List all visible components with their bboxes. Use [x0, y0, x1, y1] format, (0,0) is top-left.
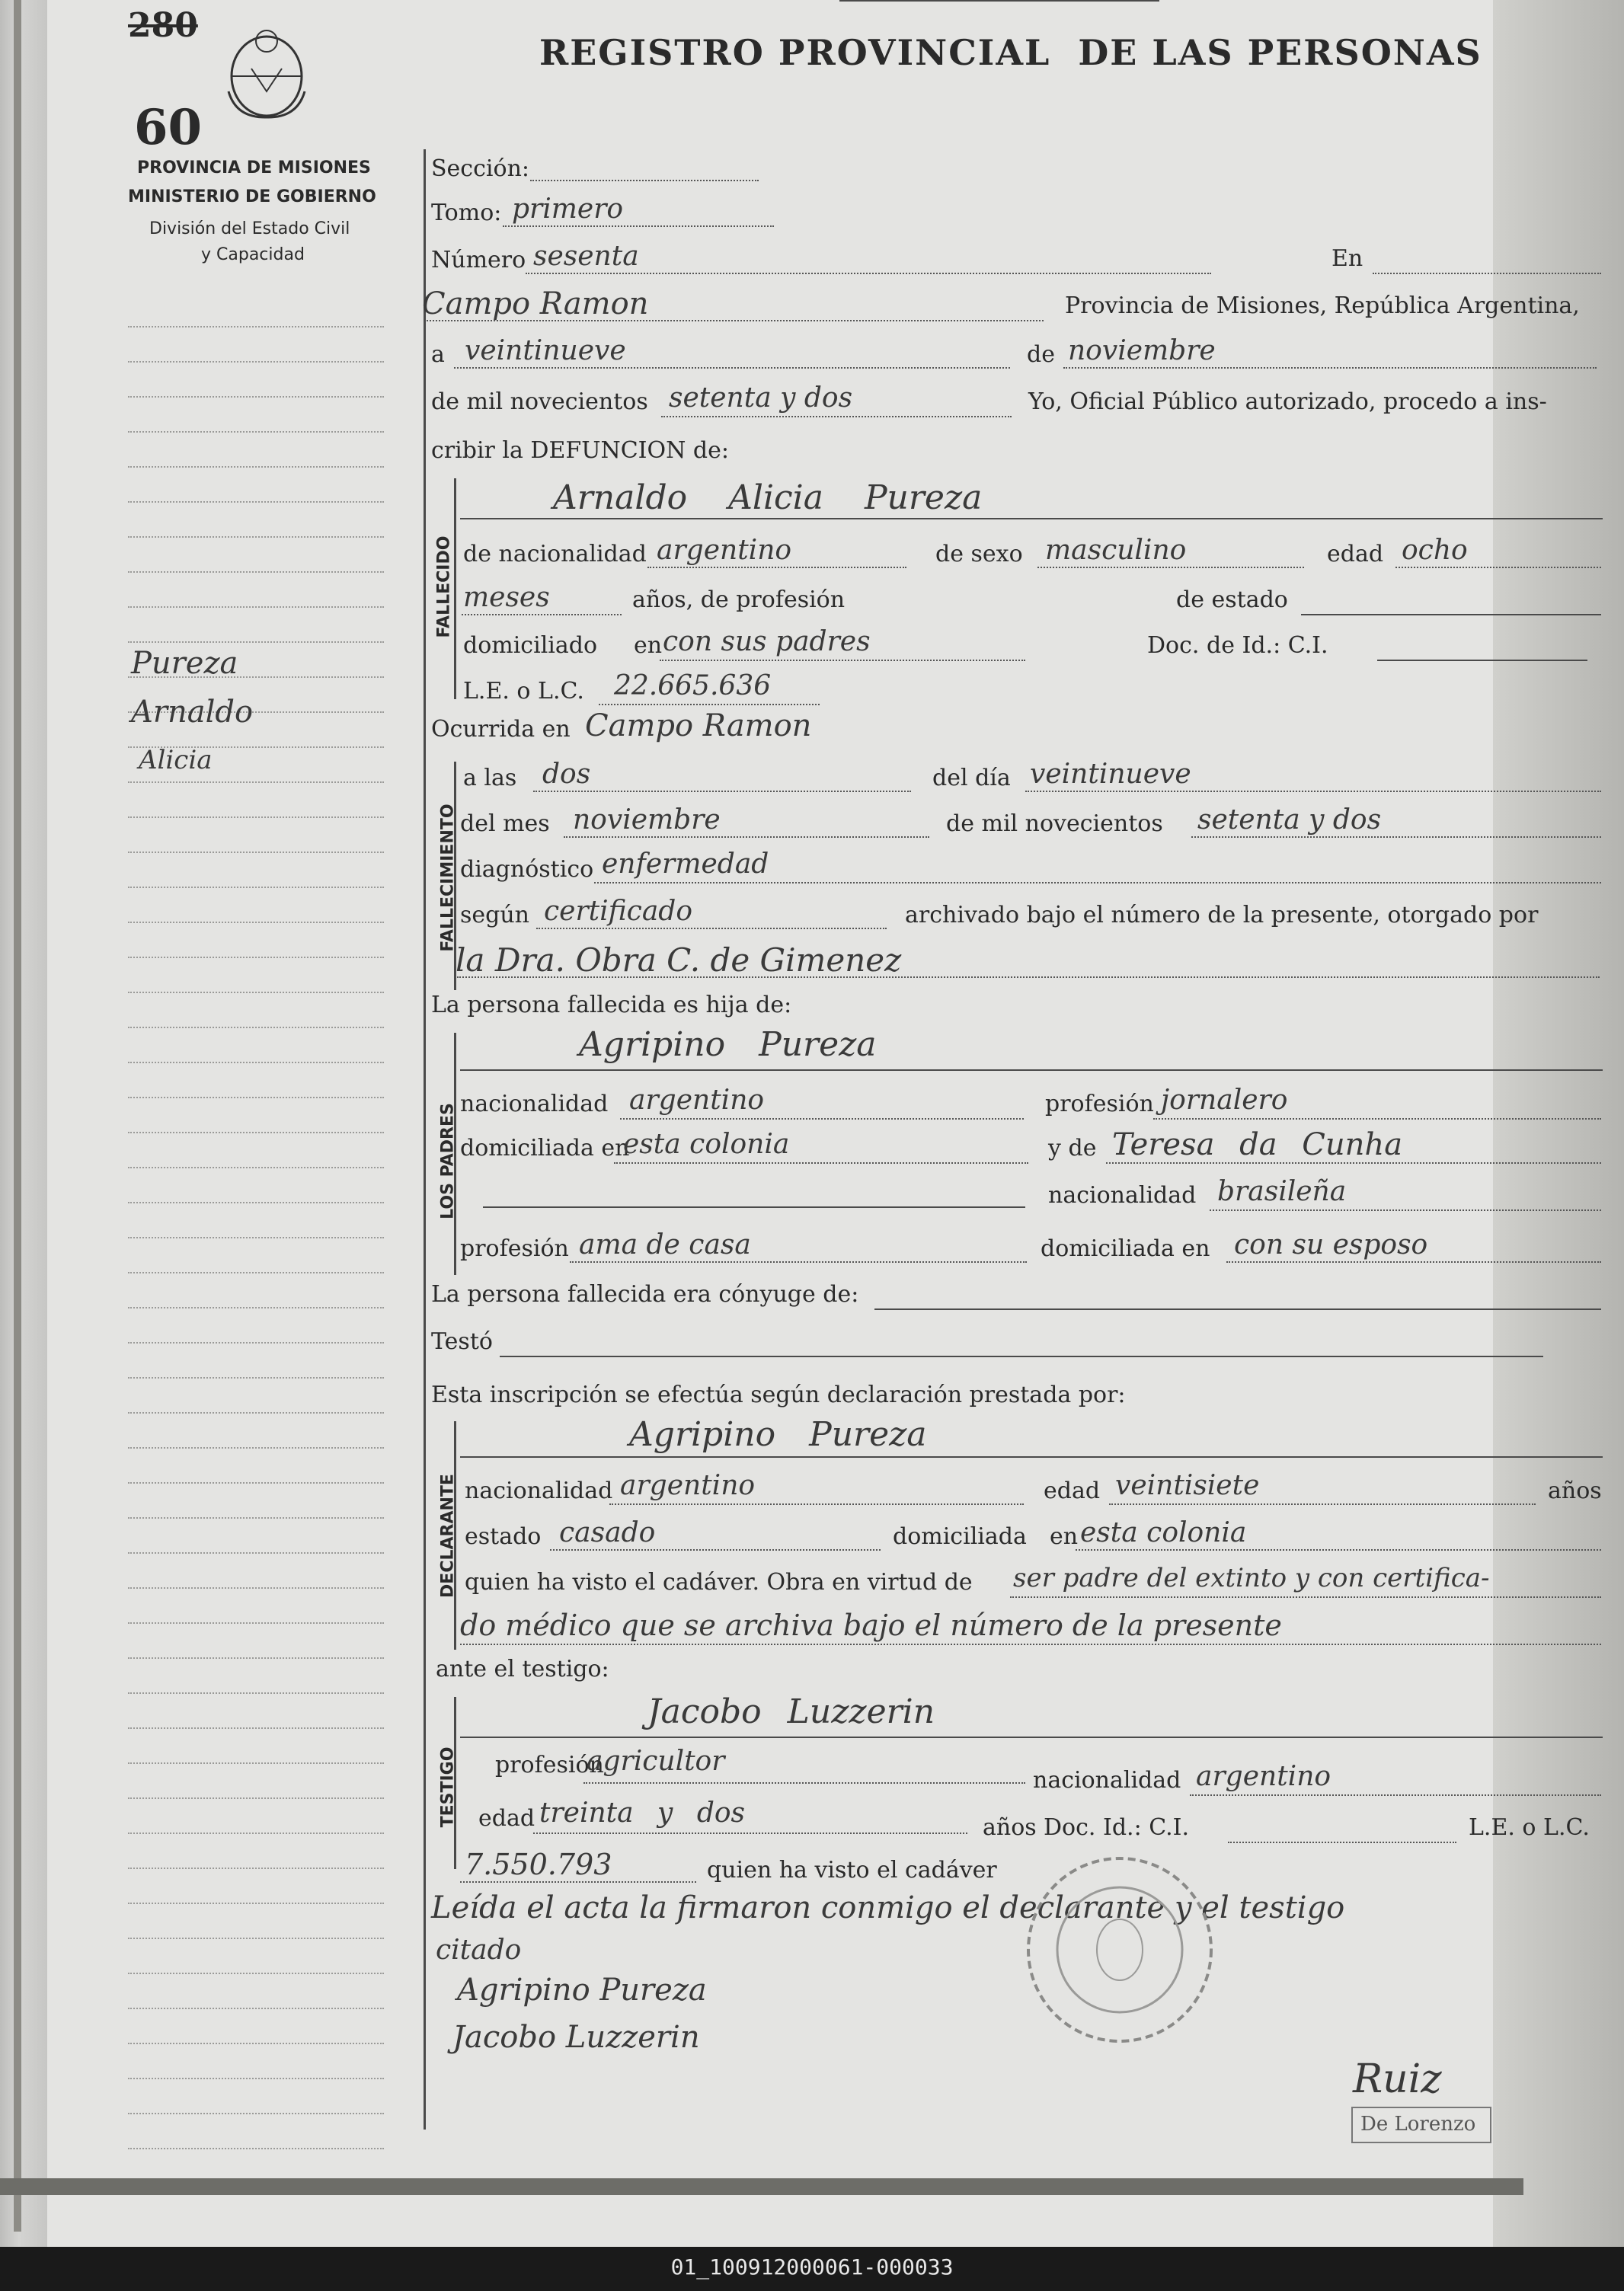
lugar-value: Campo Ramon — [422, 286, 649, 321]
padre-name-line — [460, 1069, 1603, 1071]
otorgado-value: la Dra. Obra C. de Gimenez — [456, 941, 902, 979]
fallecido-bracket — [454, 478, 456, 699]
madre-domicilio-field — [1226, 1261, 1601, 1263]
lugar-field — [427, 320, 1044, 321]
en-label: En — [1331, 245, 1363, 272]
padre-domicilio-field — [614, 1162, 1028, 1164]
testigo-edad-label: edad — [478, 1805, 535, 1832]
official-stamp — [1013, 1843, 1226, 2072]
declarante-nacionalidad-label: nacionalidad — [465, 1478, 613, 1504]
declarante-intro: Esta inscripción se efectúa según declaración prestada por: — [431, 1382, 1126, 1408]
testigo-doc-value: 7.550.793 — [465, 1848, 612, 1881]
madre-name: Teresa da Cunha — [1112, 1127, 1403, 1162]
nacionalidad-value: argentino — [657, 535, 792, 566]
testigo-profesion-field — [583, 1782, 1025, 1784]
testigo-nacionalidad-label: nacionalidad — [1033, 1767, 1181, 1794]
padre-domicilio-value: esta colonia — [623, 1129, 790, 1160]
meses-field — [462, 614, 622, 615]
tomo-label: Tomo: — [431, 200, 502, 226]
official-stamp-box — [1351, 2107, 1491, 2143]
nacionalidad-label: de nacionalidad — [463, 541, 647, 567]
institution-line-2: MINISTERIO DE GOBIERNO — [128, 187, 376, 206]
testigo-name: Jacobo Luzzerin — [647, 1692, 935, 1731]
edad-field — [1395, 567, 1601, 568]
diagnostico-label: diagnóstico — [460, 856, 594, 883]
madre-profesion-label: profesión — [460, 1235, 569, 1262]
sexo-label: de sexo — [935, 541, 1023, 567]
madre-nacionalidad-value: brasileña — [1217, 1176, 1347, 1207]
fallecido-name: Arnaldo Alicia Pureza — [553, 478, 983, 517]
numero-value: sesenta — [533, 241, 639, 272]
estado-label: de estado — [1176, 586, 1288, 613]
margin-second-name: Alicia — [139, 745, 213, 775]
madre-extra-line — [483, 1206, 1025, 1208]
anio-field — [661, 416, 1012, 417]
testigo-profesion-value: agricultor — [587, 1746, 725, 1777]
padre-profesion-label: profesión — [1045, 1091, 1154, 1117]
testigo-doc-label: Doc. Id.: C.I. — [1044, 1814, 1190, 1841]
le-field — [599, 704, 820, 705]
domicilio-value: con sus padres — [663, 626, 871, 657]
testigo-edad-value: treinta y dos — [539, 1797, 746, 1829]
padre-name: Agripino Pureza — [579, 1025, 877, 1064]
testigo-doc-field — [1228, 1842, 1456, 1843]
en-field — [1373, 273, 1601, 274]
estado-field — [1301, 614, 1601, 615]
profesion-field — [839, 0, 1159, 2]
struck-folio-number: 280 — [128, 6, 198, 45]
doc-field — [1377, 660, 1587, 661]
testigo-nacionalidad-field — [1190, 1794, 1601, 1796]
declarante-domiciliada-label: domiciliada — [893, 1523, 1027, 1550]
testigo-nacionalidad-value: argentino — [1196, 1761, 1331, 1792]
image-identifier: 01_100912000061-000033 — [670, 2254, 954, 2280]
institution-line-4: y Capacidad — [201, 245, 305, 264]
coat-of-arms-seal — [221, 23, 312, 122]
declarante-edad-value: veintisiete — [1115, 1470, 1260, 1501]
nacionalidad-field — [647, 567, 906, 568]
declarante-virtud-value-2: do médico que se archiva bajo el número de la presente — [460, 1609, 1282, 1642]
fallecido-side-label: FALLECIDO — [434, 535, 454, 638]
de-label: de — [1027, 341, 1055, 368]
a-label: a — [431, 341, 445, 368]
oficial-label: Yo, Oficial Público autorizado, procedo a ins- — [1028, 388, 1547, 415]
tomo-value: primero — [512, 193, 624, 225]
archivado-label: archivado bajo el número de la presente, otorgado por — [905, 902, 1539, 928]
testigo-side-label: TESTIGO — [438, 1746, 458, 1828]
declarante-virtud-field — [1010, 1596, 1601, 1598]
le-value: 22.665.636 — [614, 670, 772, 701]
margin-surname: Pureza — [131, 646, 238, 681]
declarante-estado-field — [550, 1549, 881, 1551]
madre-profesion-field — [570, 1261, 1027, 1263]
dia-field-2 — [1025, 791, 1601, 792]
testigo-name-line — [460, 1737, 1603, 1738]
segun-label: según — [460, 902, 529, 928]
inscribir-label: cribir la DEFUNCION de: — [431, 437, 729, 464]
declarante-side-label: DECLARANTE — [438, 1474, 458, 1598]
mes-label-2: del mes — [460, 810, 550, 837]
otorgado-field — [457, 976, 1600, 978]
testigo-doc-value-field — [460, 1881, 696, 1883]
testo-field — [500, 1356, 1543, 1357]
declarante-virtud-value: ser padre del extinto y con certifica- — [1013, 1563, 1490, 1593]
anio-label-2: de mil novecientos — [946, 810, 1163, 837]
declarante-virtud-field-2 — [460, 1644, 1601, 1645]
ocurrida-label: Ocurrida en — [431, 716, 571, 743]
hija-label: La persona fallecida es hija de: — [431, 992, 792, 1018]
conyuge-field — [874, 1308, 1601, 1310]
padres-side-label: LOS PADRES — [438, 1103, 458, 1219]
fallecido-name-line — [460, 518, 1603, 519]
declarante-domicilio-value: esta colonia — [1080, 1517, 1247, 1548]
declarante-name-line — [460, 1456, 1603, 1458]
declarante-name: Agripino Pureza — [629, 1415, 927, 1454]
doc-label: Doc. de Id.: C.I. — [1147, 632, 1328, 659]
mes-value-2: noviembre — [573, 804, 721, 836]
madre-nacionalidad-label: nacionalidad — [1048, 1182, 1197, 1209]
edad-label: edad — [1327, 541, 1384, 567]
diagnostico-value: enfermedad — [602, 848, 769, 880]
madre-domicilio-value: con su esposo — [1234, 1229, 1428, 1261]
segun-field — [536, 928, 887, 929]
institution-line-1: PROVINCIA DE MISIONES — [137, 158, 371, 177]
edad-value: ocho — [1402, 535, 1468, 566]
testigo-cadaver-label: quien ha visto el cadáver — [707, 1857, 997, 1884]
padre-nacionalidad-label: nacionalidad — [460, 1091, 609, 1117]
margin-first-name: Arnaldo — [131, 695, 254, 730]
mes-field-2 — [564, 836, 929, 838]
dia-value-2: veintinueve — [1030, 759, 1191, 790]
meses-value: meses — [463, 582, 550, 613]
declarante-anios-label: años — [1548, 1478, 1602, 1504]
official-signature: Ruiz — [1353, 2056, 1442, 2102]
conyuge-label: La persona fallecida era cónyuge de: — [431, 1281, 859, 1308]
declarante-nacionalidad-field — [609, 1503, 1024, 1505]
sexo-value: masculino — [1045, 535, 1187, 566]
madre-profesion-value: ama de casa — [579, 1229, 751, 1261]
declarante-cadaver-label: quien ha visto el cadáver. Obra en virtud de — [465, 1569, 973, 1596]
anios-profesion-label: años, de profesión — [632, 586, 846, 613]
y-de-label: y de — [1048, 1135, 1097, 1161]
declarante-estado-value: casado — [559, 1517, 656, 1548]
testigo-intro: ante el testigo: — [436, 1656, 609, 1682]
fallecimiento-side-label: FALLECIMIENTO — [438, 804, 458, 952]
anio-value-2: setenta y dos — [1197, 804, 1382, 836]
testigo-anios-label: años — [983, 1814, 1037, 1841]
closing-line-2: citado — [436, 1935, 522, 1966]
seccion-field — [530, 180, 759, 181]
page-right-edge — [1493, 0, 1624, 2247]
declarante-domicilio-field — [1076, 1549, 1601, 1551]
ocurrida-value: Campo Ramon — [585, 708, 812, 743]
official-stamp-text: De Lorenzo — [1360, 2113, 1476, 2136]
signature-testigo: Jacobo Luzzerin — [452, 2020, 700, 2055]
anio-value: setenta y dos — [669, 382, 853, 414]
book-bottom-edge — [0, 2178, 1523, 2195]
testigo-le-label: L.E. o L.C. — [1469, 1814, 1590, 1841]
mes-field — [1063, 367, 1597, 369]
dia-label-2: del día — [932, 765, 1011, 791]
sexo-field — [1037, 567, 1304, 568]
declarante-en-label: en — [1050, 1523, 1079, 1550]
padre-profesion-value: jornalero — [1161, 1085, 1288, 1116]
book-spine — [0, 0, 47, 2247]
testo-label: Testó — [431, 1328, 493, 1355]
form-left-border — [424, 149, 426, 2130]
mes-value: noviembre — [1068, 335, 1216, 366]
madre-nacionalidad-field — [1210, 1209, 1601, 1211]
padre-domiciliada-label: domiciliada en — [460, 1135, 630, 1161]
padre-profesion-field — [1153, 1118, 1601, 1120]
domicilio-field — [660, 660, 1025, 661]
domiciliado-label: domiciliado — [463, 632, 598, 659]
hora-field — [533, 791, 911, 792]
tomo-field — [503, 225, 774, 227]
declarante-edad-field — [1109, 1503, 1536, 1505]
anio-label: de mil novecientos — [431, 388, 648, 415]
madre-domiciliada-label: domiciliada en — [1041, 1235, 1210, 1262]
padre-nacionalidad-value: argentino — [629, 1085, 765, 1116]
folio-number: 60 — [134, 99, 203, 156]
dia-field — [454, 367, 1010, 369]
domicilio-en-label: en — [634, 632, 663, 659]
a-las-label: a las — [463, 765, 517, 791]
padre-nacionalidad-field — [620, 1118, 1024, 1120]
diagnostico-field — [594, 882, 1601, 883]
testigo-edad-field — [533, 1832, 967, 1834]
numero-label: Número — [431, 247, 526, 273]
seccion-label: Sección: — [431, 155, 529, 182]
book-spine-edge — [14, 0, 21, 2232]
hora-value: dos — [542, 759, 591, 790]
dia-value: veintinueve — [465, 335, 626, 366]
anio-field-2 — [1191, 836, 1601, 838]
signature-declarante: Agripino Pureza — [457, 1973, 707, 2008]
closing-line-1: Leída el acta la firmaron conmigo el declarante y el testigo — [431, 1890, 1345, 1925]
provincia-label: Provincia de Misiones, República Argentina, — [1065, 292, 1580, 319]
numero-field — [526, 273, 1211, 274]
le-label: L.E. o L.C. — [463, 678, 584, 705]
declarante-edad-label: edad — [1044, 1478, 1101, 1504]
institution-line-3: División del Estado Civil — [149, 219, 350, 238]
segun-value: certificado — [544, 896, 693, 927]
madre-name-field — [1106, 1162, 1601, 1164]
page-title: REGISTRO PROVINCIAL DE LAS PERSONAS — [539, 32, 1482, 73]
declarante-nacionalidad-value: argentino — [620, 1470, 756, 1501]
testigo-profesion-label: profesión — [495, 1752, 604, 1778]
declarante-estado-label: estado — [465, 1523, 542, 1550]
